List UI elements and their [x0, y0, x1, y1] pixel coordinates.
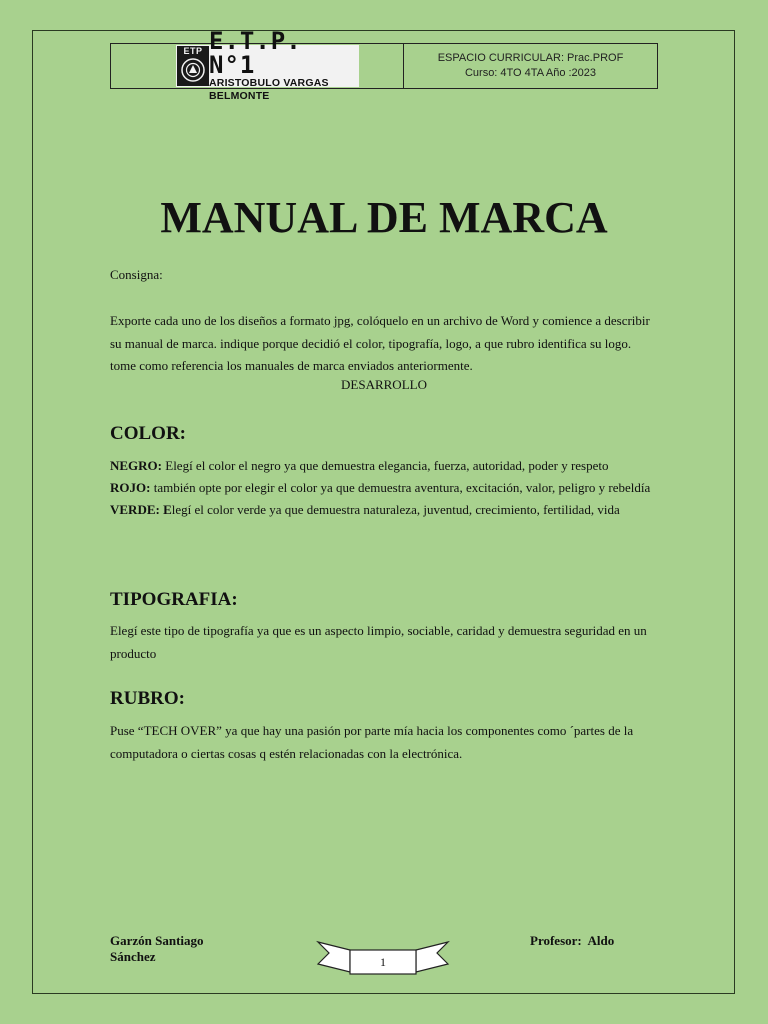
color-heading: COLOR:: [110, 423, 186, 444]
color-verde-text: legí el color verde ya que demuestra naturaleza, juventud, crecimiento, fertilidad, vida: [171, 501, 620, 517]
header-info-cell: [404, 44, 657, 88]
student-name: [110, 933, 204, 965]
tipografia-body: Elegí este tipo de tipografía ya que es un aspecto limpio, sociable, caridad y demuestra seguridad en un producto: [110, 623, 647, 661]
crest-emblem-icon: [180, 57, 206, 83]
instructions-paragraph: Exporte cada uno de los diseños a formato jpg, colóquelo en un archivo de Word y comience a describir su manual de marca. indique porque decidió el color, tipografía, logo, a que rubro identifica su logo. tome como referencia los manuales de marca enviados anteriormente.: [110, 313, 650, 373]
header-table: [110, 27, 658, 102]
school-crest-icon: ETP: [177, 46, 209, 86]
rubro-body: Puse “TECH OVER” ya que hay una pasión por parte mía hacia los componentes como ´partes de la computadora o ciertas cosas q estén relacionadas con la electrónica.: [110, 723, 634, 761]
color-body: [110, 455, 658, 520]
course-line: Curso: 4TO 4TA Año :2023: [464, 67, 597, 79]
curriculum-line: ESPACIO CURRICULAR: Prac.PROF: [437, 52, 624, 64]
logo-texts: [209, 29, 359, 103]
page-number: 1: [380, 955, 386, 969]
color-rojo-label: ROJO:: [110, 479, 151, 495]
document-title: MANUAL DE MARCA: [160, 193, 608, 242]
rubro-heading: RUBRO:: [110, 688, 185, 709]
color-rojo-text: también opte por elegir el color ya que demuestra aventura, excitación, valor, peligro y rebeldía: [150, 479, 651, 495]
header-logo-cell: [111, 27, 404, 102]
professor-name: Profesor: Aldo: [530, 933, 615, 948]
desarrollo-heading: DESARROLLO: [341, 377, 427, 392]
logo-subtitle: ARISTOBULO VARGAS BELMONTE: [209, 77, 329, 102]
consigna-label: Consigna:: [110, 267, 163, 282]
student-name-last: Sánchez: [110, 949, 156, 964]
color-verde-label: VERDE: E: [110, 501, 172, 517]
tipografia-heading: TIPOGRAFIA:: [110, 589, 238, 610]
color-negro-text: Elegí el color el negro ya que demuestra elegancia, fuerza, autoridad, poder y respeto: [162, 458, 609, 473]
student-name-first: Garzón Santiago: [110, 933, 204, 948]
logo-title: E.T.P. N°1: [209, 27, 302, 79]
school-logo: [176, 27, 359, 102]
color-negro-label: NEGRO:: [110, 458, 162, 473]
